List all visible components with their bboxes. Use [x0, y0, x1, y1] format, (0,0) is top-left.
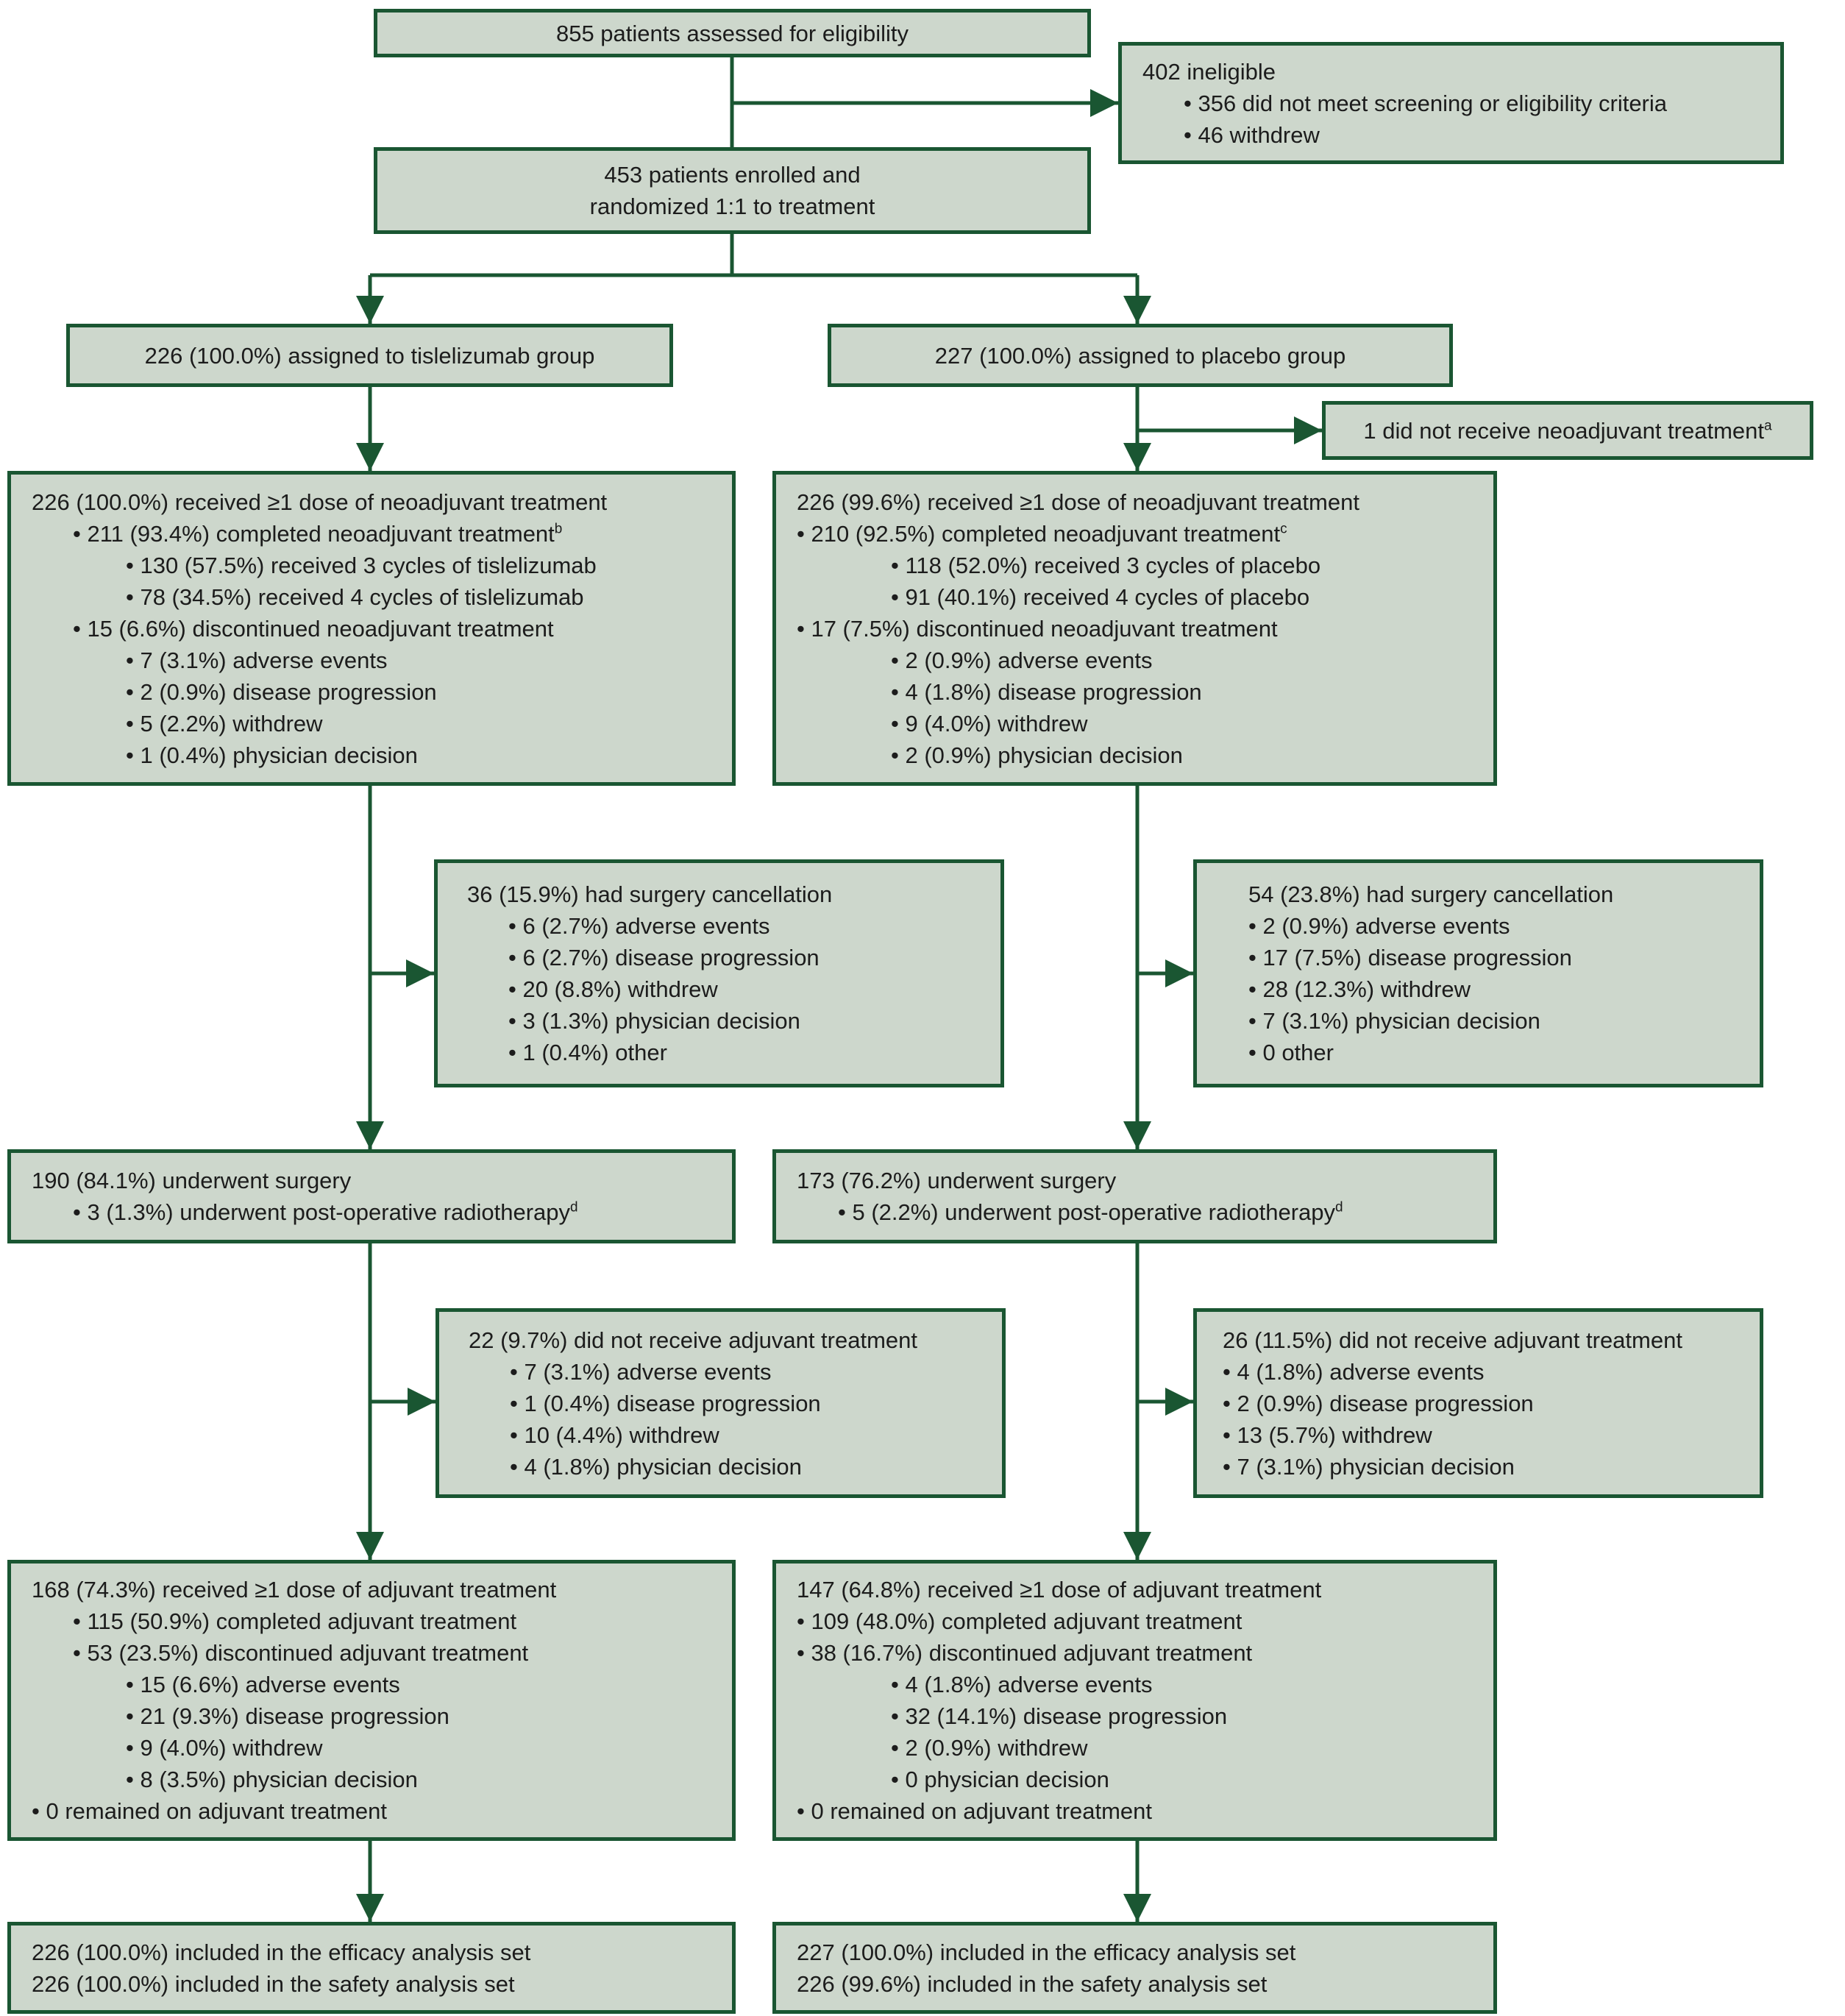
box-line: • 1 (0.4%) other: [508, 1040, 667, 1065]
box-line: • 2 (0.9%) disease progression: [126, 678, 437, 705]
box-line: • 6 (2.7%) adverse events: [508, 913, 770, 939]
box-analysis-placebo: [772, 1922, 1497, 2014]
box-line: • 0 remained on adjuvant treatment: [797, 1798, 1153, 1824]
box-line: 226 (100.0%) received ≥1 dose of neoadjuvant treatment: [32, 489, 608, 515]
box-line: • 2 (0.9%) adverse events: [1248, 913, 1510, 939]
box-line: • 7 (3.1%) physician decision: [1223, 1453, 1515, 1480]
box-line: 36 (15.9%) had surgery cancellation: [467, 881, 833, 907]
box-assigned-tislelizumab: [66, 324, 673, 387]
box-line: 227 (100.0%) included in the efficacy analysis set: [797, 1939, 1296, 1965]
box-line: • 1 (0.4%) disease progression: [510, 1390, 821, 1416]
box-line: • 28 (12.3%) withdrew: [1248, 976, 1471, 1002]
box-analysis-tislelizumab: [7, 1922, 736, 2014]
footnote-marker-a: a: [1764, 418, 1772, 434]
box-line: • 17 (7.5%) discontinued neoadjuvant treatment: [797, 615, 1278, 642]
box-no-neoadjuvant: [1322, 401, 1813, 460]
box-line: • 130 (57.5%) received 3 cycles of tislelizumab: [126, 552, 597, 578]
box-adjuvant-placebo: [772, 1560, 1497, 1841]
box-line: • 7 (3.1%) physician decision: [1248, 1008, 1540, 1034]
footnote-marker-d: d: [570, 1199, 578, 1215]
box-line: 855 patients assessed for eligibility: [555, 20, 909, 46]
box-line: 147 (64.8%) received ≥1 dose of adjuvant treatment: [797, 1577, 1322, 1602]
box-cancellation-tislelizumab: [434, 859, 1004, 1087]
box-line: 1 did not receive neoadjuvant treatment$^a$: [1363, 417, 1772, 444]
box-line: 22 (9.7%) did not receive adjuvant treatment: [469, 1327, 918, 1353]
box-line: • 6 (2.7%) disease progression: [508, 945, 820, 970]
box-line: • 9 (4.0%) withdrew: [891, 710, 1088, 737]
box-line: • 7 (3.1%) adverse events: [126, 647, 388, 673]
box-line: • 91 (40.1%) received 4 cycles of placebo: [891, 583, 1310, 610]
footnote-marker-c: c: [1280, 521, 1287, 537]
box-line: • 3 (1.3%) physician decision: [508, 1008, 800, 1034]
box-surgery-placebo: [772, 1149, 1497, 1243]
box-line: • 46 withdrew: [1184, 121, 1320, 148]
box-line: • 4 (1.8%) disease progression: [891, 678, 1202, 705]
box-line: • 78 (34.5%) received 4 cycles of tislelizumab: [126, 583, 584, 610]
box-line: 26 (11.5%) did not receive adjuvant treatment: [1223, 1327, 1682, 1353]
box-line: • 210 (92.5%) completed neoadjuvant treatment$^c$: [797, 520, 1287, 547]
box-adjuvant-tislelizumab: [7, 1560, 736, 1841]
box-neoadjuvant-tislelizumab: [7, 471, 736, 786]
box-line: randomized 1:1 to treatment: [589, 194, 875, 219]
box-line: • 0 other: [1248, 1040, 1334, 1065]
box-cancellation-placebo: [1193, 859, 1763, 1087]
box-line: • 4 (1.8%) adverse events: [1223, 1358, 1485, 1385]
box-neoadjuvant-placebo: [772, 471, 1497, 786]
box-line: 54 (23.8%) had surgery cancellation: [1248, 881, 1614, 907]
footnote-marker-d: d: [1335, 1199, 1343, 1215]
box-line: • 10 (4.4%) withdrew: [510, 1422, 719, 1448]
box-line: • 2 (0.9%) adverse events: [891, 647, 1153, 673]
box-line: 226 (99.6%) received ≥1 dose of neoadjuvant treatment: [797, 489, 1359, 515]
box-line: • 21 (9.3%) disease progression: [126, 1703, 449, 1729]
box-line: • 0 remained on adjuvant treatment: [32, 1798, 388, 1824]
box-enrolled: [374, 147, 1091, 234]
footnote-marker-b: b: [554, 521, 563, 537]
box-line: • 17 (7.5%) disease progression: [1248, 945, 1572, 970]
box-line: • 3 (1.3%) underwent post-operative radiotherapy$^d$: [73, 1199, 578, 1225]
box-line: • 32 (14.1%) disease progression: [891, 1703, 1228, 1729]
box-line: • 15 (6.6%) discontinued neoadjuvant treatment: [73, 615, 554, 642]
box-line: • 8 (3.5%) physician decision: [126, 1767, 418, 1792]
box-line: • 20 (8.8%) withdrew: [508, 976, 718, 1002]
box-line: 226 (100.0%) assigned to tislelizumab group: [144, 342, 595, 369]
box-line: • 115 (50.9%) completed adjuvant treatment: [73, 1608, 517, 1634]
box-line: • 4 (1.8%) physician decision: [510, 1453, 802, 1480]
box-line: • 15 (6.6%) adverse events: [126, 1672, 400, 1697]
box-ineligible: [1118, 42, 1784, 164]
box-line: 173 (76.2%) underwent surgery: [797, 1168, 1117, 1193]
box-line: • 5 (2.2%) withdrew: [126, 710, 323, 737]
box-line: • 2 (0.9%) physician decision: [891, 742, 1183, 768]
box-no-adjuvant-tislelizumab: [436, 1308, 1006, 1498]
box-no-adjuvant-placebo: [1193, 1308, 1763, 1498]
box-line: 402 ineligible: [1142, 58, 1276, 85]
box-line: • 7 (3.1%) adverse events: [510, 1358, 772, 1385]
box-surgery-tislelizumab: [7, 1149, 736, 1243]
box-line: • 53 (23.5%) discontinued adjuvant treatment: [73, 1640, 529, 1666]
box-line: • 211 (93.4%) completed neoadjuvant treatment$^b$: [73, 520, 563, 547]
box-line: 226 (99.6%) included in the safety analysis set: [797, 1970, 1268, 1997]
box-line: • 2 (0.9%) disease progression: [1223, 1390, 1534, 1416]
box-line: • 1 (0.4%) physician decision: [126, 742, 418, 768]
box-line: • 4 (1.8%) adverse events: [891, 1672, 1153, 1697]
box-line: • 2 (0.9%) withdrew: [891, 1735, 1088, 1761]
box-line: 168 (74.3%) received ≥1 dose of adjuvant treatment: [32, 1577, 557, 1602]
box-line: 453 patients enrolled and: [604, 162, 861, 188]
box-assigned-placebo: [828, 324, 1453, 387]
box-line: 227 (100.0%) assigned to placebo group: [934, 342, 1346, 369]
box-line: 226 (100.0%) included in the safety analysis set: [32, 1970, 515, 1997]
box-line: • 0 physician decision: [891, 1767, 1109, 1792]
box-line: • 38 (16.7%) discontinued adjuvant treatment: [797, 1640, 1253, 1666]
box-line: • 5 (2.2%) underwent post-operative radiotherapy$^d$: [838, 1199, 1343, 1225]
box-line: 190 (84.1%) underwent surgery: [32, 1168, 352, 1193]
box-line: 226 (100.0%) included in the efficacy analysis set: [32, 1939, 531, 1965]
box-line: • 356 did not meet screening or eligibility criteria: [1184, 90, 1668, 116]
box-line: • 109 (48.0%) completed adjuvant treatment: [797, 1608, 1243, 1634]
box-assessed: [374, 9, 1091, 57]
box-line: • 118 (52.0%) received 3 cycles of placebo: [891, 552, 1321, 578]
box-line: • 13 (5.7%) withdrew: [1223, 1422, 1432, 1448]
box-line: • 9 (4.0%) withdrew: [126, 1735, 323, 1761]
